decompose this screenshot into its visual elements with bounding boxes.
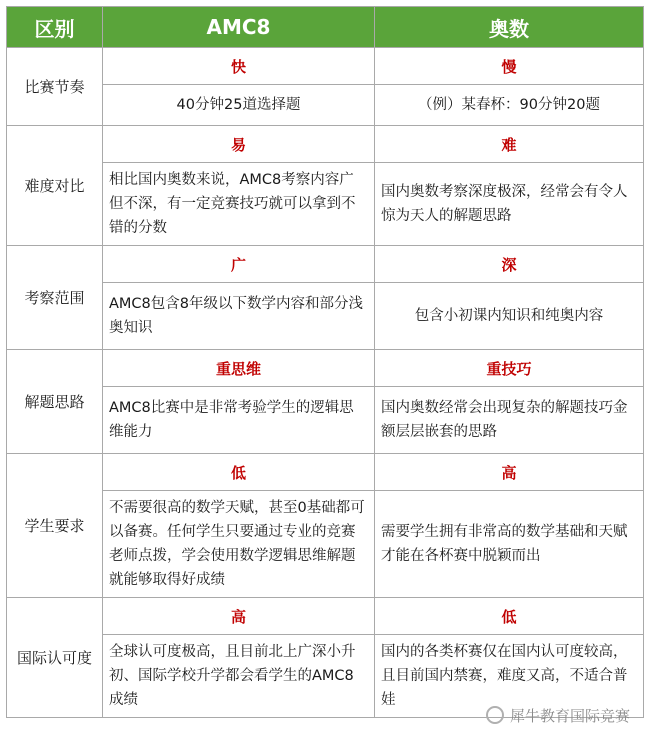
table-row xyxy=(7,48,644,85)
wechat-channel-icon xyxy=(486,706,504,724)
table-row xyxy=(7,387,644,454)
olympiad-description: 包含小初课内知识和纯奥内容 xyxy=(375,283,644,350)
olympiad-description: 国内奥数考察深度极深，经常会有令人惊为天人的解题思路 xyxy=(375,163,644,246)
watermark xyxy=(486,705,630,726)
amc8-description: 40分钟25道选择题 xyxy=(103,85,375,126)
table-row xyxy=(7,491,644,598)
row-label: 解题思路 xyxy=(7,350,103,454)
amc8-keyword: 高 xyxy=(103,598,375,635)
table-row xyxy=(7,85,644,126)
table-row xyxy=(7,246,644,283)
table-row xyxy=(7,283,644,350)
table-row xyxy=(7,350,644,387)
row-label: 国际认可度 xyxy=(7,598,103,718)
comparison-table xyxy=(6,6,644,718)
amc8-keyword: 低 xyxy=(103,454,375,491)
header-difference: 区别 xyxy=(7,7,103,48)
amc8-keyword: 快 xyxy=(103,48,375,85)
amc8-keyword: 广 xyxy=(103,246,375,283)
olympiad-keyword: 慢 xyxy=(375,48,644,85)
olympiad-keyword: 低 xyxy=(375,598,644,635)
olympiad-keyword: 难 xyxy=(375,126,644,163)
olympiad-keyword: 高 xyxy=(375,454,644,491)
table-row xyxy=(7,454,644,491)
amc8-description: AMC8包含8年级以下数学内容和部分浅奥知识 xyxy=(103,283,375,350)
row-label: 考察范围 xyxy=(7,246,103,350)
watermark-text: 犀牛教育国际竞赛 xyxy=(509,707,630,725)
amc8-keyword: 易 xyxy=(103,126,375,163)
table-row xyxy=(7,163,644,246)
header-row xyxy=(7,7,644,48)
olympiad-description: 国内奥数经常会出现复杂的解题技巧金额层层嵌套的思路 xyxy=(375,387,644,454)
amc8-description: 不需要很高的数学天赋，甚至0基础都可以备赛。任何学生只要通过专业的竞赛老师点拨，学会使用数学逻辑思维解题就能够取得好成绩 xyxy=(103,491,375,598)
olympiad-description: （例）某春杯：90分钟20题 xyxy=(375,85,644,126)
amc8-description: 全球认可度极高，且目前北上广深小升初、国际学校升学都会看学生的AMC8成绩 xyxy=(103,635,375,718)
olympiad-keyword: 重技巧 xyxy=(375,350,644,387)
olympiad-description: 需要学生拥有非常高的数学基础和天赋才能在各杯赛中脱颖而出 xyxy=(375,491,644,598)
olympiad-keyword: 深 xyxy=(375,246,644,283)
table-row xyxy=(7,126,644,163)
amc8-keyword: 重思维 xyxy=(103,350,375,387)
row-label: 学生要求 xyxy=(7,454,103,598)
amc8-description: 相比国内奥数来说，AMC8考察内容广但不深，有一定竞赛技巧就可以拿到不错的分数 xyxy=(103,163,375,246)
olympiad-description: 国内的各类杯赛仅在国内认可度较高，且目前国内禁赛，难度又高，不适合普娃 xyxy=(375,635,644,718)
header-olympiad: 奥数 xyxy=(375,7,644,48)
row-label: 难度对比 xyxy=(7,126,103,246)
row-label: 比赛节奏 xyxy=(7,48,103,126)
amc8-description: AMC8比赛中是非常考验学生的逻辑思维能力 xyxy=(103,387,375,454)
header-amc8: AMC8 xyxy=(103,7,375,48)
table-row xyxy=(7,598,644,635)
